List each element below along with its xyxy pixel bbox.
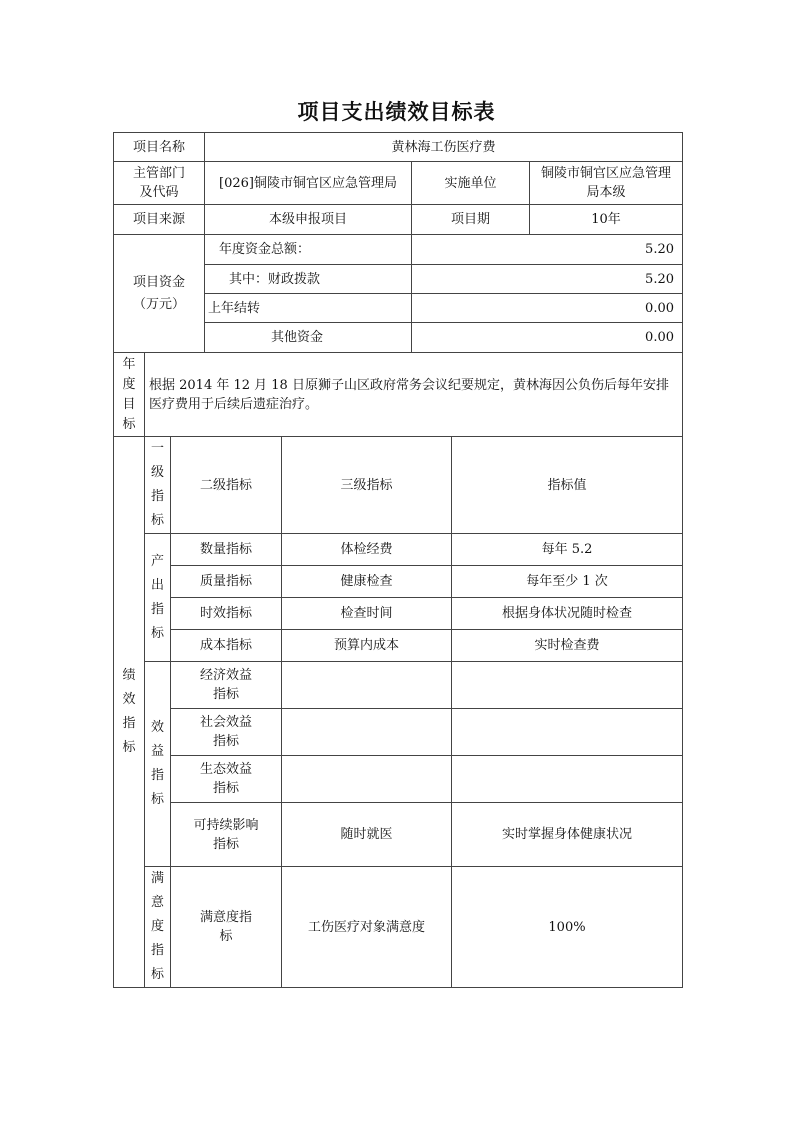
table-row	[114, 662, 683, 709]
output-level3: 预算内成本	[282, 630, 452, 662]
annual-goal-text: 根据 2014 年 12 月 18 日原狮子山区政府常务会议纪要规定，黄林海因公负伤后每年安排医疗费用于后续后遗症治疗。	[145, 353, 683, 437]
table-row	[114, 867, 683, 988]
benefit-level3	[282, 709, 452, 756]
output-value: 每年至少 1 次	[452, 566, 683, 598]
output-level2: 质量指标	[171, 566, 282, 598]
output-level2: 时效指标	[171, 598, 282, 630]
table-row	[114, 756, 683, 803]
row-source	[114, 205, 683, 235]
dept-label: 主管部门及代码	[114, 162, 205, 205]
benefit-value	[452, 709, 683, 756]
benefit-value	[452, 662, 683, 709]
funds-fiscal-value: 5.20	[412, 265, 683, 294]
table-row	[114, 630, 683, 662]
period-label: 项目期	[412, 205, 530, 235]
benefit-level2: 生态效益指标	[171, 756, 282, 803]
row-annual-goal	[114, 353, 683, 437]
benefit-level3: 随时就医	[282, 803, 452, 867]
benefit-level2: 可持续影响指标	[171, 803, 282, 867]
satisfaction-value: 100%	[452, 867, 683, 988]
period-value: 10年	[530, 205, 683, 235]
table-row	[114, 534, 683, 566]
benefit-indicator-label: 效益指标	[145, 662, 171, 867]
benefit-level2: 经济效益指标	[171, 662, 282, 709]
funds-other-label: 其他资金	[205, 323, 412, 353]
benefit-level3	[282, 662, 452, 709]
level3-header: 三级指标	[282, 437, 452, 534]
table-row	[114, 598, 683, 630]
satisfaction-indicator-label: 满意度指标	[145, 867, 171, 988]
performance-goal-table	[113, 132, 683, 988]
output-value: 实时检查费	[452, 630, 683, 662]
funds-carryover-value: 0.00	[412, 294, 683, 323]
row-indicator-header	[114, 437, 683, 534]
output-value: 每年 5.2	[452, 534, 683, 566]
funds-total-value: 5.20	[412, 235, 683, 265]
output-level2: 数量指标	[171, 534, 282, 566]
output-level3: 检查时间	[282, 598, 452, 630]
satisfaction-level3: 工伤医疗对象满意度	[282, 867, 452, 988]
output-level3: 体检经费	[282, 534, 452, 566]
funds-other-value: 0.00	[412, 323, 683, 353]
annual-goal-label: 年度目标	[114, 353, 145, 437]
source-value: 本级申报项目	[205, 205, 412, 235]
row-department	[114, 162, 683, 205]
project-name-label: 项目名称	[114, 133, 205, 162]
row-funds-total	[114, 235, 683, 265]
unit-value: 铜陵市铜官区应急管理局本级	[530, 162, 683, 205]
project-name-value: 黄林海工伤医疗费	[205, 133, 683, 162]
benefit-level2: 社会效益指标	[171, 709, 282, 756]
table-row	[114, 566, 683, 598]
output-level2: 成本指标	[171, 630, 282, 662]
row-project-name	[114, 133, 683, 162]
level1-header: 一级指标	[145, 437, 171, 534]
source-label: 项目来源	[114, 205, 205, 235]
output-value: 根据身体状况随时检查	[452, 598, 683, 630]
output-level3: 健康检查	[282, 566, 452, 598]
dept-value: [026]铜陵市铜官区应急管理局	[205, 162, 412, 205]
level2-header: 二级指标	[171, 437, 282, 534]
page-title: 项目支出绩效目标表	[297, 100, 496, 124]
table-row	[114, 803, 683, 867]
unit-label: 实施单位	[412, 162, 530, 205]
benefit-value	[452, 756, 683, 803]
performance-label: 绩效指标	[114, 437, 145, 988]
funds-fiscal-label: 其中：财政拨款	[205, 265, 412, 294]
satisfaction-level2: 满意度指标	[171, 867, 282, 988]
funds-label: 项目资金（万元）	[114, 235, 205, 353]
funds-total-label: 年度资金总额：	[205, 235, 412, 265]
value-header: 指标值	[452, 437, 683, 534]
output-indicator-label: 产出指标	[145, 534, 171, 662]
benefit-value: 实时掌握身体健康状况	[452, 803, 683, 867]
table-row	[114, 709, 683, 756]
funds-carryover-label: 上年结转	[205, 294, 412, 323]
benefit-level3	[282, 756, 452, 803]
